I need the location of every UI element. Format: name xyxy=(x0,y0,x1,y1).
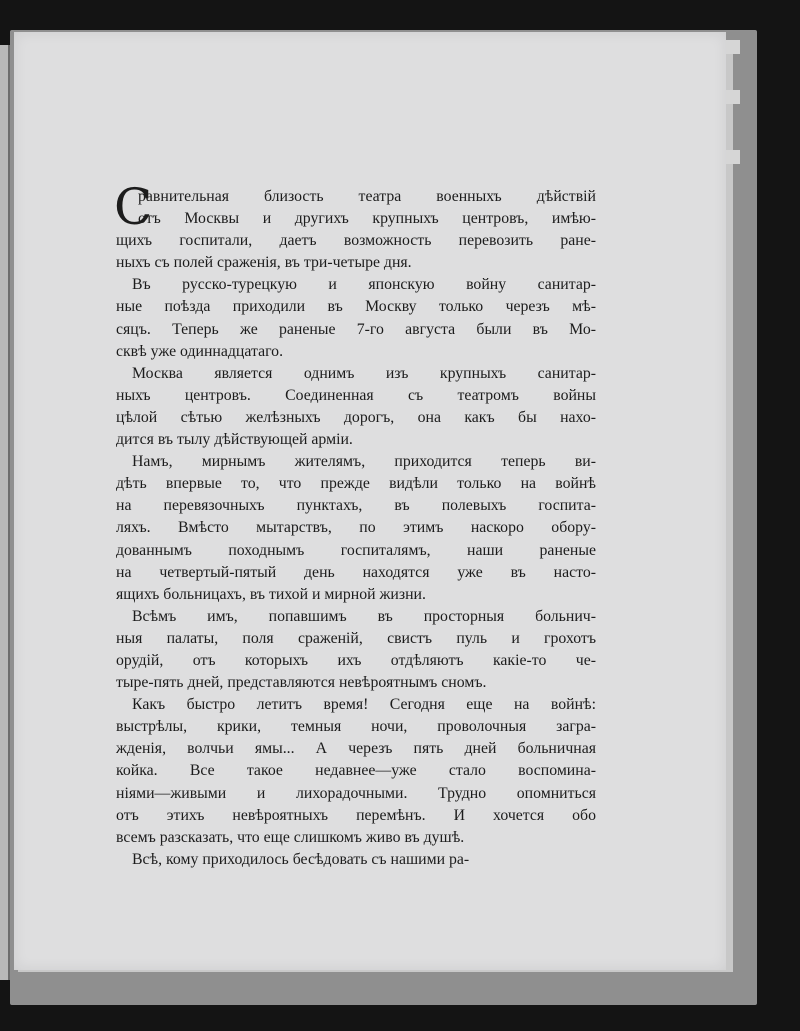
text-line: равнительная близость театра военныхъ дѣйствій xyxy=(138,188,596,205)
text-line: на четвертый-пятый день находятся уже въ насто- xyxy=(116,563,596,581)
text-line: Въ русско-турецкую и японскую войну санитар- xyxy=(132,276,596,294)
text-line: ныхъ съ полей сраженія, въ три-четыре дня. xyxy=(116,254,412,272)
drop-cap-letter: С xyxy=(114,178,153,236)
text-line: ляхъ. Вмѣсто мытарствъ, по этимъ наскоро обору- xyxy=(116,519,596,537)
text-line: сквѣ уже одиннадцатаго. xyxy=(116,342,284,360)
text-line: койка. Все такое недавнее—уже стало воспомина- xyxy=(116,762,596,780)
page-body-text xyxy=(114,178,596,871)
text-line: ныхъ центровъ. Соединенная съ театромъ войны xyxy=(116,386,596,404)
text-line: дѣть впервые то, что прежде видѣли только на войнѣ xyxy=(116,475,596,493)
text-line: дится въ тылу дѣйствующей арміи. xyxy=(116,431,353,449)
text-line: сяцъ. Теперь же раненые 7-го августа были въ Мо- xyxy=(116,320,596,338)
text-line: Москва является однимъ изъ крупныхъ санитар- xyxy=(132,364,596,382)
text-line: ящихъ больницахъ, въ тихой и мирной жизни. xyxy=(116,585,426,603)
text-line: цѣлой сѣтью желѣзныхъ дорогъ, она какъ бы нахо- xyxy=(116,408,596,426)
text-line: Всѣмъ имъ, попавшимъ въ просторныя больнич- xyxy=(132,607,596,625)
page-tab xyxy=(724,150,740,164)
page-tab xyxy=(724,90,740,104)
text-line: тыре-пять дней, представляются невѣроятнымъ сномъ. xyxy=(116,674,487,692)
page-tab xyxy=(724,40,740,54)
text-line: Какъ быстро летитъ время! Сегодня еще на войнѣ: xyxy=(132,696,596,714)
text-line: орудій, отъ которыхъ ихъ отдѣляютъ какіе-то че- xyxy=(116,651,596,669)
text-line: ные поѣзда приходили въ Москву только черезъ мѣ- xyxy=(116,298,596,316)
text-line: жденія, волчьи ямы... А черезъ пять дней больничная xyxy=(116,740,596,758)
text-line: отъ этихъ невѣроятныхъ перемѣнъ. И хочется обо xyxy=(116,806,596,824)
text-line: ныя палаты, поля сраженій, свистъ пуль и грохотъ xyxy=(116,629,596,647)
text-line: всемъ разсказать, что еще слишкомъ живо въ душѣ. xyxy=(116,828,465,846)
text-line: выстрѣлы, крики, темныя ночи, проволочныя загра- xyxy=(116,718,596,736)
text-line: Намъ, мирнымъ жителямъ, приходится теперь ви- xyxy=(132,453,596,471)
text-line: отъ Москвы и другихъ крупныхъ центровъ, имѣю- xyxy=(138,210,596,228)
text-line: дованнымъ походнымъ госпиталямъ, наши раненые xyxy=(116,541,596,559)
text-line: щихъ госпитали, даетъ возможность перевозить ране- xyxy=(116,232,596,250)
text-line: ніями—живыми и лихорадочными. Трудно опомниться xyxy=(116,784,596,802)
text-line: Всѣ, кому приходилось бесѣдовать съ нашими ра- xyxy=(132,850,470,868)
text-line: на перевязочныхъ пунктахъ, въ полевыхъ госпита- xyxy=(116,497,596,515)
